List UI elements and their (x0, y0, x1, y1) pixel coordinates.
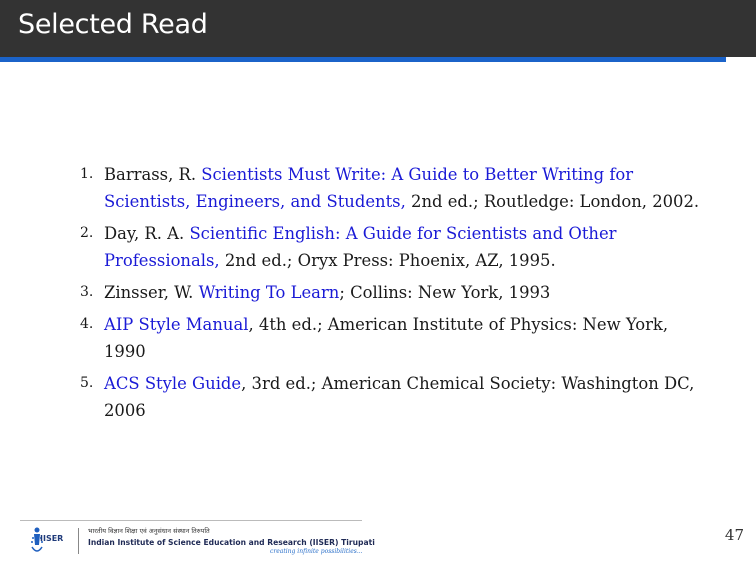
reference-details: 2nd ed.; Routledge: London, 2002. (405, 192, 700, 211)
reference-number: 5. (80, 375, 94, 391)
reference-details: 2nd ed.; Oryx Press: Phoenix, AZ, 1995. (219, 251, 556, 270)
reference-details: , 4th ed.; American Institute of Physics: New York, 1990 (104, 315, 669, 361)
reference-text (104, 161, 700, 215)
reference-title-link[interactable]: AIP Style Manual (104, 315, 249, 334)
reference-item (80, 370, 700, 424)
page-number: 47 (724, 526, 744, 544)
slide-title: Selected Read (18, 9, 208, 40)
reference-text (104, 279, 700, 306)
reference-author: Zinsser, W. (104, 283, 199, 302)
reference-number: 1. (80, 166, 94, 182)
reference-author: Day, R. A. (104, 224, 190, 243)
reference-number: 4. (80, 316, 94, 332)
institute-name: Indian Institute of Science Education and Research (IISER) Tirupati (88, 538, 375, 547)
reference-title-link[interactable]: ACS Style Guide (104, 374, 242, 393)
reference-item (80, 161, 700, 215)
reference-item (80, 220, 700, 274)
reference-list (80, 161, 700, 429)
footer-divider (20, 520, 362, 521)
header-accent-rule (0, 57, 726, 62)
reference-title-link[interactable]: Writing To Learn (198, 283, 340, 302)
reference-text (104, 370, 700, 424)
institute-tagline: creating infinite possibilities... (270, 548, 363, 555)
institute-name-hindi: भारतीय विज्ञान शिक्षा एवं अनुसंधान संस्थान तिरुपति (88, 527, 210, 535)
reference-text (104, 311, 700, 365)
reference-item (80, 279, 700, 306)
reference-title-link[interactable]: Scientific English: A Guide for Scientists and Other Professionals, (104, 224, 617, 270)
reference-number: 2. (80, 225, 94, 241)
logo-wordmark: IISER (40, 534, 64, 543)
reference-item (80, 311, 700, 365)
reference-details: , 3rd ed.; American Chemical Society: Washington DC, 2006 (104, 374, 695, 420)
reference-author: Barrass, R. (104, 165, 202, 184)
reference-details: ; Collins: New York, 1993 (339, 283, 551, 302)
footer-vertical-divider (78, 528, 79, 554)
reference-title-link[interactable]: Scientists Must Write: A Guide to Better Writing for Scientists, Engineers, and Students, (104, 165, 634, 211)
reference-text (104, 220, 700, 274)
slide-header (0, 0, 756, 57)
reference-number: 3. (80, 284, 94, 300)
